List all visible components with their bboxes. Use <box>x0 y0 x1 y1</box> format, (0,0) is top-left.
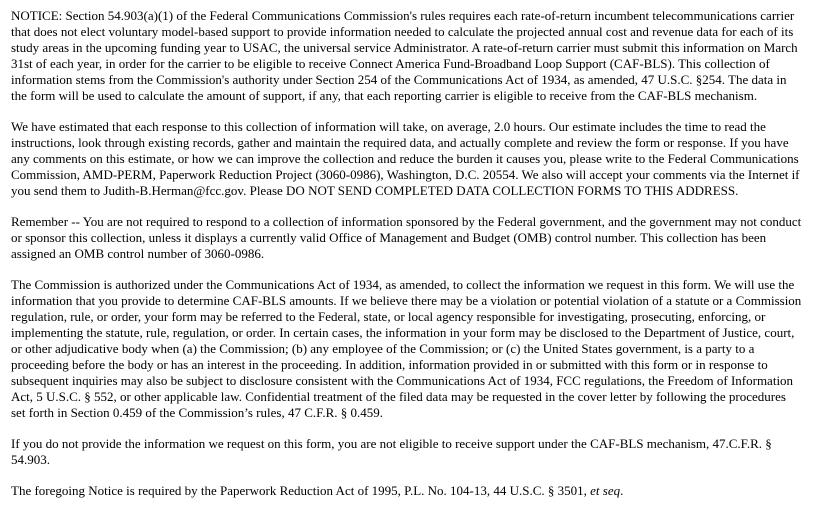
closing-latin-phrase: et seq <box>590 483 621 498</box>
closing-period: . <box>620 483 624 498</box>
notice-paragraph-5: If you do not provide the information we request on this form, you are not eligible to receive support under the CAF-BLS mechanism, 47.C.F.R. § 54.903. <box>11 436 772 467</box>
notice-paragraph-4: The Commission is authorized under the Communications Act of 1934, as amended, to collect the information we request in this form. We will use the information that you provide to determine CAF-BLS amounts. If we believe there may be a violation or potential violation of a statute or a Commission regulation, rule, or order, your form may be referred to the Federal, state, or local agency responsible for investigating, prosecuting, enforcing, or implementing the statute, rule, regulation, or order. In certain cases, the information in your form may be disclosed to the Department of Justice, court, or other adjudicative body when (a) the Commission; (b) any employee of the Commission; or (c) the United States government, is a party to a proceeding before the body or has an interest in the proceeding. In addition, information provided in or submitted with this form or in response to subsequent inquiries may also be subject to disclosure consistent with the Communications Act of 1934, FCC regulations, the Freedom of Information Act, 5 U.S.C. § 552, or other applicable law. Confidential treatment of the filed data may be requested in the cover letter by following the procedures set forth in Section 0.459 of the Commission’s rules, 47 C.F.R. § 0.459. <box>11 277 802 420</box>
notice-paragraph-1: NOTICE: Section 54.903(a)(1) of the Federal Communications Commission's rules requires each rate-of-return incumbent telecommunications carrier that does not elect voluntary model-based support to provide information needed to calculate the projected annual cost and revenue data for each of its study areas in the upcoming funding year to USAC, the universal service Administrator. A rate-of-return carrier must submit this information on March 31st of each year, in order for the carrier to be eligible to receive Connect America Fund-Broadband Loop Support (CAF-BLS). This collection of information stems from the Commission's authority under Section 254 of the Communications Act of 1934, as amended, 47 U.S.C. §254. The data in the form will be used to calculate the amount of support, if any, that each reporting carrier is eligible to receive from the CAF-BLS mechanism. <box>11 8 798 103</box>
closing-text: The foregoing Notice is required by the Paperwork Reduction Act of 1995, P.L. No. 104-13, 44 U.S.C. § 3501, <box>11 483 591 498</box>
notice-paragraph-3: Remember -- You are not required to respond to a collection of information sponsored by the Federal government, and the government may not conduct or sponsor this collection, unless it displays a currently valid Office of Management and Budget (OMB) control number. This collection has been assigned an OMB control number of 3060-0986. <box>11 214 802 261</box>
notice-paragraph-2: We have estimated that each response to this collection of information will take, on average, 2.0 hours. Our estimate includes the time to read the instructions, look through existing records, gather and maintain the required data, and actually complete and review the form or response. If you have any comments on this estimate, or how we can improve the collection and reduce the burden it causes you, please write to the Federal Communications Commission, AMD-PERM, Paperwork Reduction Project (3060-0986), Washington, D.C. 20554. We also will accept your comments via the Internet if you send them to Judith-B.Herman@fcc.gov. Please DO NOT SEND COMPLETED DATA COLLECTION FORMS TO THIS ADDRESS. <box>11 119 800 198</box>
notice-paragraph-closing <box>11 483 803 499</box>
